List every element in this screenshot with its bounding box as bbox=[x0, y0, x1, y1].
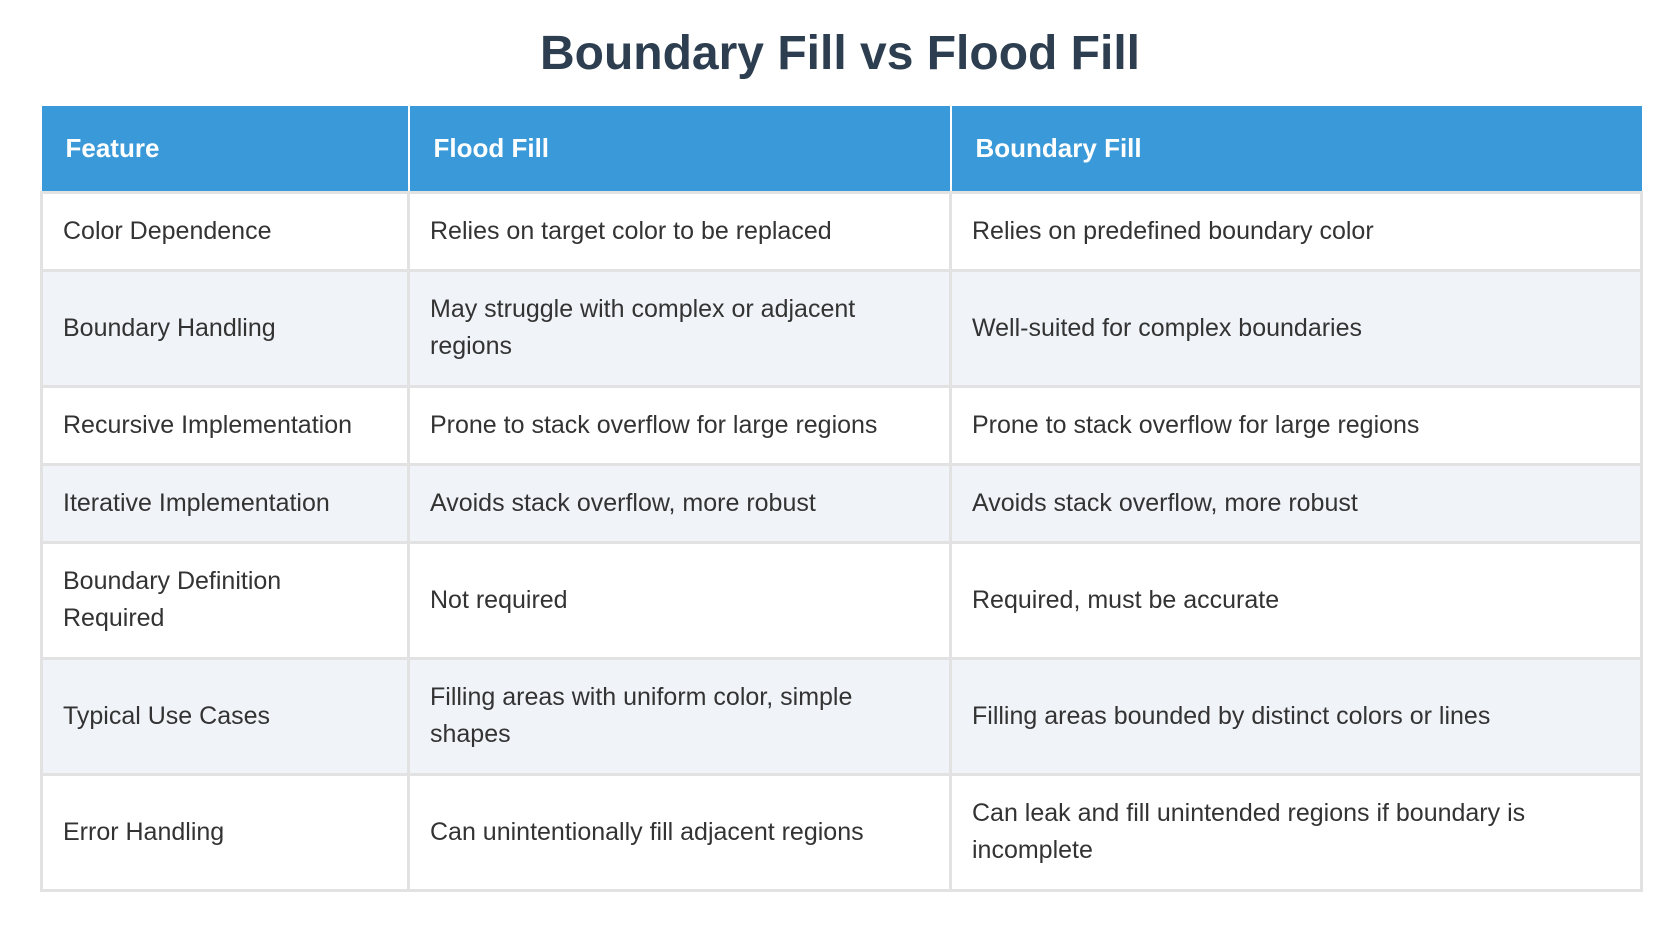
header-boundary-fill: Boundary Fill bbox=[951, 106, 1642, 192]
boundary-fill-cell: Prone to stack overflow for large regions bbox=[951, 386, 1642, 464]
table-row bbox=[42, 464, 1642, 542]
boundary-fill-cell: Avoids stack overflow, more robust bbox=[951, 464, 1642, 542]
flood-fill-cell: Not required bbox=[409, 542, 951, 658]
table-row bbox=[42, 542, 1642, 658]
table-row bbox=[42, 270, 1642, 386]
header-flood-fill: Flood Fill bbox=[409, 106, 951, 192]
boundary-fill-cell: Can leak and fill unintended regions if boundary is incomplete bbox=[951, 774, 1642, 890]
comparison-table bbox=[40, 106, 1643, 892]
table-row bbox=[42, 658, 1642, 774]
feature-cell: Boundary Handling bbox=[42, 270, 409, 386]
flood-fill-cell: Relies on target color to be replaced bbox=[409, 192, 951, 270]
boundary-fill-cell: Relies on predefined boundary color bbox=[951, 192, 1642, 270]
flood-fill-cell: Filling areas with uniform color, simple shapes bbox=[409, 658, 951, 774]
table-row bbox=[42, 192, 1642, 270]
feature-cell: Recursive Implementation bbox=[42, 386, 409, 464]
flood-fill-cell: Prone to stack overflow for large regions bbox=[409, 386, 951, 464]
table-header-row bbox=[42, 106, 1642, 192]
boundary-fill-cell: Filling areas bounded by distinct colors or lines bbox=[951, 658, 1642, 774]
feature-cell: Typical Use Cases bbox=[42, 658, 409, 774]
boundary-fill-cell: Required, must be accurate bbox=[951, 542, 1642, 658]
feature-cell: Boundary Definition Required bbox=[42, 542, 409, 658]
header-feature: Feature bbox=[42, 106, 409, 192]
flood-fill-cell: May struggle with complex or adjacent regions bbox=[409, 270, 951, 386]
table-row bbox=[42, 386, 1642, 464]
feature-cell: Iterative Implementation bbox=[42, 464, 409, 542]
feature-cell: Color Dependence bbox=[42, 192, 409, 270]
flood-fill-cell: Can unintentionally fill adjacent regions bbox=[409, 774, 951, 890]
feature-cell: Error Handling bbox=[42, 774, 409, 890]
table-row bbox=[42, 774, 1642, 890]
flood-fill-cell: Avoids stack overflow, more robust bbox=[409, 464, 951, 542]
page-title: Boundary Fill vs Flood Fill bbox=[539, 27, 1141, 80]
boundary-fill-cell: Well-suited for complex boundaries bbox=[951, 270, 1642, 386]
